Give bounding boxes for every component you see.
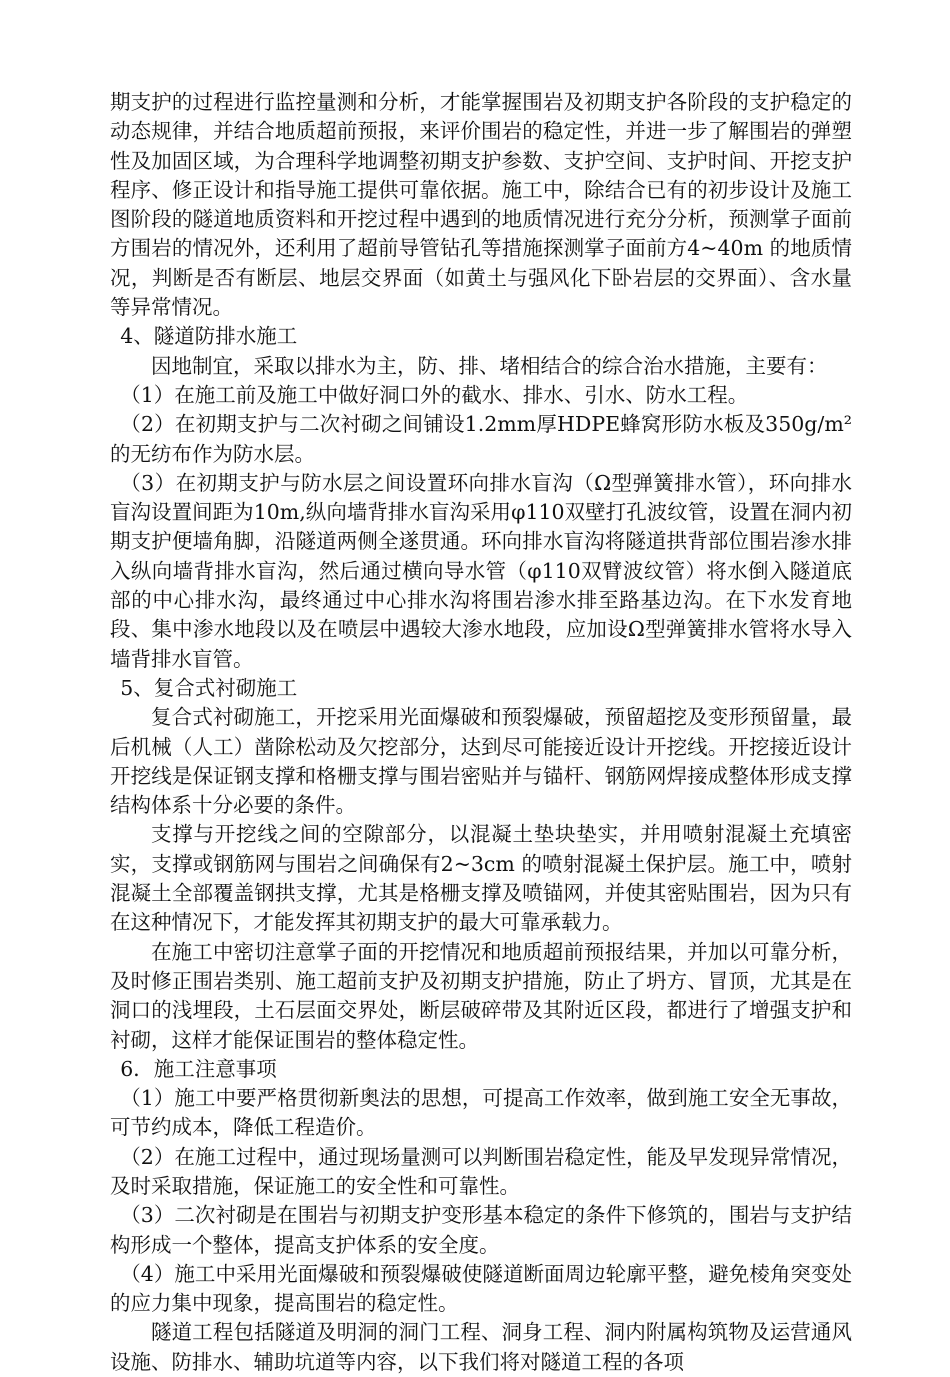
list-item-waterproofing-2: （2）在初期支护与二次衬砌之间铺设1.2mm厚HDPE蜂窝形防水板及350g/m²的无纺布作为防水层。 — [110, 412, 852, 466]
paragraph-lining-3: 在施工中密切注意掌子面的开挖情况和地质超前预报结果，并加以可靠分析，及时修正围岩类别、施工超前支护及初期支护措施，防止了坍方、冒顶，尤其是在洞口的浅埋段，土石层面交界处，断层破碎带及其附近区段，都进行了增强支护和衬砌，这样才能保证围岩的整体稳定性。 — [110, 939, 852, 1052]
paragraph-monitoring-continuation: 期支护的过程进行监控量测和分析，才能掌握围岩及初期支护各阶段的支护稳定的动态规律，并结合地质超前预报，来评价围岩的稳定性，并进一步了解围岩的弹塑性及加固区域，为合理科学地调整初期支护参数、支护空间、支护时间、开挖支护程序、修正设计和指导施工提供可靠依据。施工中，除结合已有的初步设计及施工图阶段的隧道地质资料和开挖过程中遇到的地质情况进行充分分析，预测掌子面前方围岩的情况外，还利用了超前导管钻孔等措施探测掌子面前方4~40m 的地质情况，判断是否有断层、地层交界面（如黄土与强风化下卧岩层的交界面）、含水量等异常情况。 — [110, 90, 852, 320]
section-heading-precautions: 6．施工注意事项 — [120, 1056, 277, 1081]
list-item-precaution-2: （2）在施工过程中，通过现场量测可以判断围岩稳定性，能及早发现异常情况，及时采取措施，保证施工的安全性和可靠性。 — [110, 1144, 852, 1198]
paragraph-lining-2: 支撑与开挖线之间的空隙部分，以混凝土垫块垫实，并用喷射混凝土充填密实，支撑或钢筋网与围岩之间确保有2~3cm 的喷射混凝土保护层。施工中，喷射混凝土全部覆盖钢拱支撑，尤其是格栅支撑及喷锚网，并使其密贴围岩，因为只有在这种情况下，才能发挥其初期支护的最大可靠承载力。 — [110, 822, 852, 935]
section-heading-waterproofing: 4、隧道防排水施工 — [120, 324, 298, 349]
paragraph-lining-1: 复合式衬砌施工，开挖采用光面爆破和预裂爆破，预留超挖及变形预留量，最后机械（人工）凿除松动及欠挖部分，达到尽可能接近设计开挖线。开挖接近设计开挖线是保证钢支撑和格栅支撑与围岩密贴并与锚杆、钢筋网焊接成整体形成支撑结构体系十分必要的条件。 — [110, 705, 852, 818]
section-heading-composite-lining: 5、复合式衬砌施工 — [120, 675, 298, 700]
list-item-precaution-1: （1）施工中要严格贯彻新奥法的思想，可提高工作效率，做到施工安全无事故，可节约成本，降低工程造价。 — [110, 1086, 852, 1140]
list-item-precaution-4: （4）施工中采用光面爆破和预裂爆破使隧道断面周边轮廓平整，避免棱角突变处的应力集中现象，提高围岩的稳定性。 — [110, 1261, 852, 1316]
list-item-waterproofing-3: （3）在初期支护与防水层之间设置环向排水盲沟（Ω型弹簧排水管），环向排水盲沟设置间距为10m,纵向墙背排水盲沟采用φ110双壁打孔波纹管，设置在洞内初期支护便墙角脚，沿隧道两侧全遂贯通。环向排水盲沟将隧道拱背部位围岩渗水排入纵向墙背排水盲沟，然后通过横向导水管（φ110双臂波纹管）将水倒入隧道底部的中心排水沟，最终通过中心排水沟将围岩渗水排至路基边沟。在下水发育地段、集中渗水地段以及在喷层中遇较大渗水地段，应加设Ω型弹簧排水管将水导入墙背排水盲管。 — [110, 470, 852, 671]
paragraph-tunnel-scope: 隧道工程包括隧道及明洞的洞门工程、洞身工程、洞内附属构筑物及运营通风设施、防排水、辅助坑道等内容，以下我们将对隧道工程的各项 — [110, 1320, 852, 1374]
document-page — [110, 88, 852, 1377]
list-item-precaution-3: （3）二次衬砌是在围岩与初期支护变形基本稳定的条件下修筑的，围岩与支护结构形成一个整体，提高支护体系的安全度。 — [110, 1203, 852, 1257]
list-item-waterproofing-1: （1）在施工前及施工中做好洞口外的截水、排水、引水、防水工程。 — [120, 382, 749, 407]
paragraph-waterproofing-intro: 因地制宜，采取以排水为主，防、排、堵相结合的综合治水措施，主要有： — [151, 353, 828, 378]
